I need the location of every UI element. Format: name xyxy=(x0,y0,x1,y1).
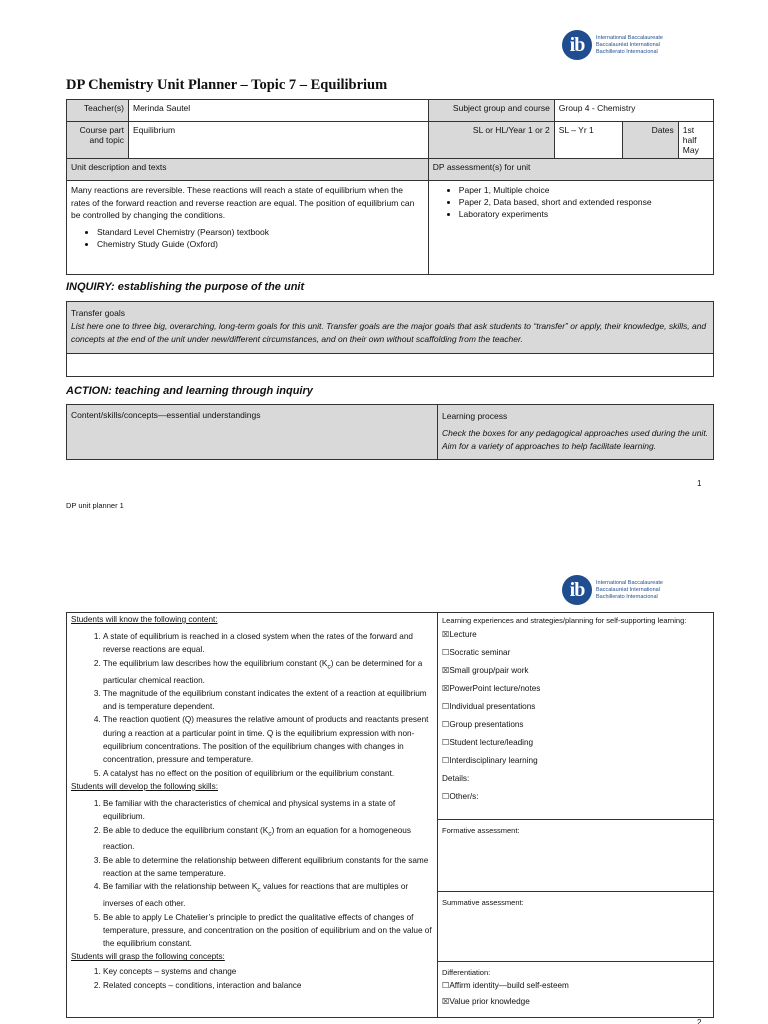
list-item: 2. Related concepts – conditions, interaction and balance xyxy=(103,979,433,992)
teacher-value: Merinda Sautel xyxy=(129,100,429,122)
action-heading: ACTION: teaching and learning through inquiry xyxy=(66,385,313,397)
list-item: 4. Be familiar with the relationship between $K_c$ values for reactions that are multiples or inverses of each other. xyxy=(103,880,433,910)
ib-logo-icon: ib xyxy=(562,575,592,605)
ib-logo xyxy=(562,575,663,605)
ib-logo-text: International Baccalaureate Baccalauréat International Bachillerato Internacional xyxy=(596,579,663,600)
skills-heading: Students will develop the following skills: xyxy=(71,781,218,791)
content-column xyxy=(66,612,438,1018)
page-number: 1 xyxy=(697,479,702,488)
dates-label: Dates xyxy=(622,122,678,159)
list-item: 1. Be familiar with the characteristics of chemical and physical systems in a state of equilibrium. xyxy=(103,797,433,824)
transfer-label: Transfer goals xyxy=(71,308,126,318)
list-item: 2. The equilibrium law describes how the equilibrium constant $(K_c)$ can be determined for a particular chemical reaction. xyxy=(103,657,433,687)
concepts-list xyxy=(103,965,433,992)
unit-desc-label: Unit description and texts xyxy=(67,159,429,181)
list-item: • Laboratory experiments xyxy=(459,208,709,220)
subject-label: Subject group and course xyxy=(428,100,554,122)
list-item: 4. The reaction quotient (Q) measures the relative amount of products and reactants present during a reaction at a particular point in time. Q is the equilibrium expression with non-equilibrium concentrations. The position of the equilibrium changes with changes in concentration, pressure and temperature. xyxy=(103,713,433,766)
list-item: • Chemistry Study Guide (Oxford) xyxy=(97,238,424,250)
differentiation-label: Differentiation: xyxy=(442,968,491,977)
transfer-text: List here one to three big, overarching, long-term goals for this unit. Transfer goals are the major goals that ask students to “transfer” or apply, their knowledge, skills, and concepts at the end of the unit under new/different circumstances, and on their own without scaffolding from the teacher. xyxy=(71,321,707,344)
checkbox-small-group[interactable]: ☒Small group/pair work xyxy=(442,666,529,675)
content-label-box: Content/skills/concepts—essential understandings xyxy=(66,404,438,460)
assessment-cell xyxy=(428,181,713,275)
unit-desc-cell xyxy=(67,181,429,275)
skills-list xyxy=(103,797,433,951)
page-number: 2 xyxy=(697,1018,702,1024)
concepts-heading: Students will grasp the following concepts: xyxy=(71,952,225,962)
learning-experiences-heading: Learning experiences and strategies/planning for self-supporting learning: xyxy=(442,616,687,625)
checkbox-socratic-seminar[interactable]: ☐Socratic seminar xyxy=(442,648,511,657)
list-item: 1. A state of equilibrium is reached in a closed system when the rates of the forward and reverse reactions are equal. xyxy=(103,630,433,657)
list-item: • Paper 1, Multiple choice xyxy=(459,184,709,196)
checkbox-individual-presentations[interactable]: ☐Individual presentations xyxy=(442,702,536,711)
list-item: 2. Be able to deduce the equilibrium constant $(K_c)$ from an equation for a homogeneous reaction. xyxy=(103,824,433,854)
transfer-goals-box xyxy=(66,301,714,354)
summative-assessment[interactable]: Summative assessment: xyxy=(438,892,713,962)
formative-assessment[interactable]: Formative assessment: xyxy=(438,820,713,892)
list-item: 3. Be able to determine the relationship between different equilibrium constants for the same reaction at the same temperature. xyxy=(103,854,433,881)
texts-list xyxy=(97,226,424,250)
checkbox-student-lecture[interactable]: ☐Student lecture/leading xyxy=(442,738,534,747)
list-item: 5. Be able to apply Le Chatelier’s principle to predict the qualitative effects of changes of temperature, pressure, and concentration on the position of equilibrium and on the value of the equilibrium constant. xyxy=(103,911,433,951)
transfer-goals-input[interactable] xyxy=(66,353,714,377)
learning-process-label: Learning process xyxy=(442,411,508,421)
learning-process-text: Check the boxes for any pedagogical approaches used during the unit. Aim for a variety of approaches to help facilitate learning. xyxy=(442,428,709,451)
list-item: 1. Key concepts – systems and change xyxy=(103,965,433,978)
checkbox-powerpoint[interactable]: ☒PowerPoint lecture/notes xyxy=(442,684,541,693)
checkbox-lecture[interactable]: ☒Lecture xyxy=(442,630,477,639)
ib-logo-text: International Baccalaureate Baccalauréat International Bachillerato Internacional xyxy=(596,34,663,55)
differentiation-section xyxy=(438,962,713,1015)
details-label: Details: xyxy=(442,774,470,783)
course-label: Course part and topic xyxy=(67,122,129,159)
list-item: 3. The magnitude of the equilibrium constant indicates the extent of a reaction at equilibrium and is temperature dependent. xyxy=(103,687,433,714)
subject-value: Group 4 - Chemistry xyxy=(554,100,713,122)
learning-column xyxy=(437,612,714,1018)
learning-experiences-section xyxy=(438,613,713,820)
checkbox-value-prior-knowledge[interactable]: ☒Value prior knowledge xyxy=(442,997,530,1006)
header-table xyxy=(66,99,714,275)
course-value: Equilibrium xyxy=(129,122,429,159)
footer-label: DP unit planner 1 xyxy=(66,501,124,510)
list-item: • Standard Level Chemistry (Pearson) textbook xyxy=(97,226,424,238)
ib-logo-icon: ib xyxy=(562,30,592,60)
know-list xyxy=(103,630,433,780)
checkbox-other[interactable]: ☐Other/s: xyxy=(442,792,479,801)
dates-value: 1st half May xyxy=(678,122,713,159)
know-heading: Students will know the following content: xyxy=(71,615,218,624)
assessment-label: DP assessment(s) for unit xyxy=(428,159,713,181)
learning-process-box xyxy=(437,404,714,460)
list-item: 5. A catalyst has no effect on the position of equilibrium or the equilibrium constant. xyxy=(103,767,433,780)
checkbox-affirm-identity[interactable]: ☐Affirm identity—build self-esteem xyxy=(442,981,569,990)
checkbox-group-presentations[interactable]: ☐Group presentations xyxy=(442,720,524,729)
inquiry-heading: INQUIRY: establishing the purpose of the unit xyxy=(66,281,305,293)
page-title: DP Chemistry Unit Planner – Topic 7 – Equilibrium xyxy=(66,77,388,93)
list-item: • Paper 2, Data based, short and extended response xyxy=(459,196,709,208)
unit-desc-text: Many reactions are reversible. These reactions will reach a state of equilibrium when the rates of the forward reaction and reverse reaction are equal. The position of equilibrium can be controlled by changing the conditions. xyxy=(71,185,415,220)
level-value: SL – Yr 1 xyxy=(554,122,622,159)
assessment-list xyxy=(459,184,709,220)
level-label: SL or HL/Year 1 or 2 xyxy=(428,122,554,159)
ib-logo xyxy=(562,30,663,60)
checkbox-interdisciplinary[interactable]: ☐Interdisciplinary learning xyxy=(442,756,538,765)
teacher-label: Teacher(s) xyxy=(67,100,129,122)
